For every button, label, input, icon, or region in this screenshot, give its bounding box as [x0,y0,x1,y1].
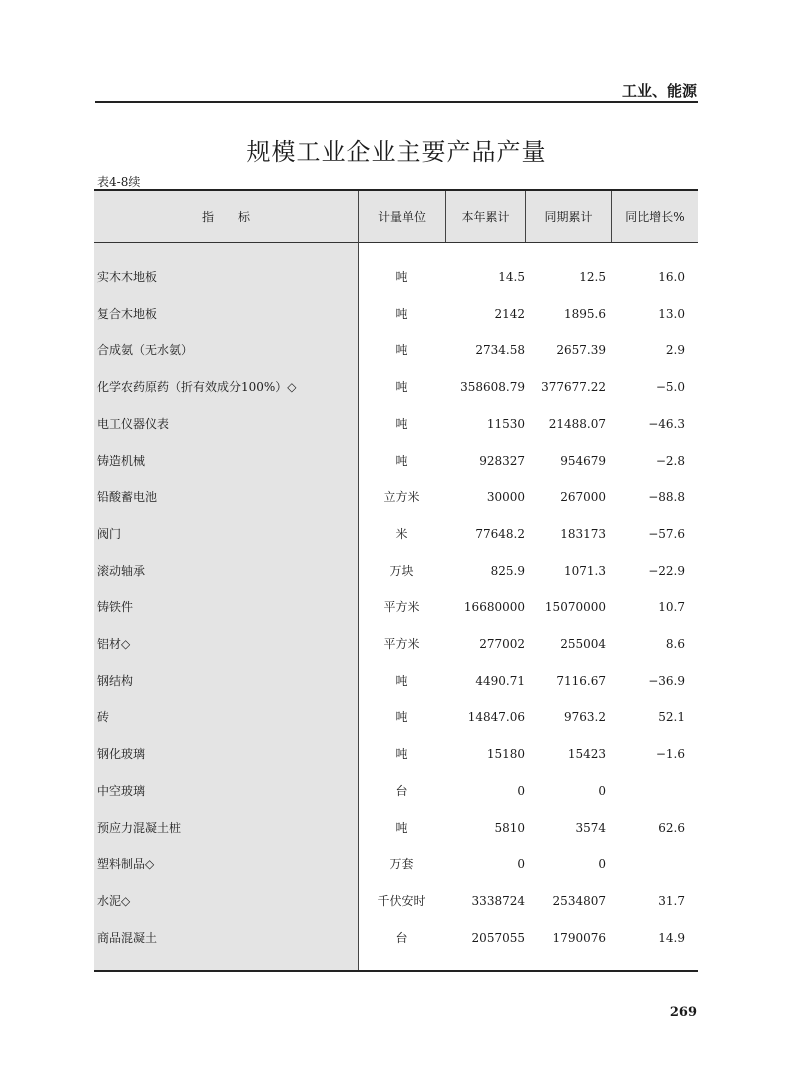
row-unit: 吨 [395,416,408,431]
row-unit: 台 [395,783,408,798]
row-growth: −46.3 [648,416,685,431]
row-current: 14.5 [498,270,525,284]
row-growth: 14.9 [658,930,685,945]
row-growth: 2.9 [665,343,685,358]
row-unit: 千伏安时 [377,893,426,908]
row-previous: 2657.39 [556,343,606,358]
row-name: 化学农药原药（折有效成分100%）◇ [97,380,297,395]
row-previous: 21488.07 [548,416,606,431]
row-current: 2142 [494,306,525,321]
table-row [94,267,698,287]
row-current: 77648.2 [475,526,525,541]
row-growth: 62.6 [658,820,685,835]
row-unit: 吨 [395,270,408,284]
row-growth: −1.6 [655,747,685,762]
row-current: 277002 [479,637,525,651]
row-name: 钢化玻璃 [97,747,146,762]
table-row [94,854,698,874]
row-name: 电工仪器仪表 [97,416,170,431]
row-current: 928327 [479,453,525,468]
row-name: 铅酸蓄电池 [97,490,158,505]
row-previous: 377677.22 [541,380,606,395]
data-table [94,189,698,972]
row-previous: 1790076 [552,930,606,945]
table-row [94,818,698,838]
row-unit: 吨 [395,747,408,762]
row-current: 16680000 [463,600,525,615]
row-name: 商品混凝土 [97,930,158,945]
page-number: 269 [669,1005,697,1020]
row-unit: 吨 [395,820,408,835]
row-unit: 平方米 [383,600,420,615]
row-previous: 0 [598,783,606,798]
table-row [94,744,698,764]
row-name: 砖 [97,710,110,725]
row-current: 2734.58 [475,343,525,358]
table-row [94,707,698,727]
header-indicator: 指 标 [201,210,250,224]
header-previous: 同期累计 [544,210,593,224]
row-unit: 万套 [389,857,414,872]
row-unit: 吨 [395,710,408,725]
row-previous: 12.5 [579,270,606,284]
row-name: 水泥◇ [97,893,131,908]
row-previous: 954679 [560,453,606,468]
row-unit: 吨 [395,306,408,321]
row-growth: −5.0 [655,380,685,395]
row-growth: 13.0 [658,306,685,321]
row-current: 15180 [486,747,525,762]
section-title: 工业、能源 [621,82,697,100]
table-row [94,891,698,911]
row-name: 合成氨（无水氨） [97,343,194,358]
row-previous: 183173 [560,526,606,541]
row-previous: 267000 [560,490,606,505]
header-unit: 计量单位 [377,210,426,224]
row-previous: 15070000 [544,600,606,615]
row-unit: 万块 [389,563,414,578]
table-row [94,781,698,801]
row-name: 塑料制品◇ [97,857,155,872]
row-current: 4490.71 [475,673,525,688]
row-growth: 10.7 [658,600,685,615]
row-previous: 7116.67 [556,673,606,688]
table-row [94,597,698,617]
table-header-rule [94,242,698,243]
row-current: 825.9 [490,563,525,578]
row-previous: 3574 [575,820,606,835]
row-name: 预应力混凝土桩 [97,820,182,835]
header-current: 本年累计 [461,210,510,224]
table-row [94,304,698,324]
table-row [94,340,698,360]
row-previous: 1071.3 [564,563,606,578]
page-title: 规模工业企业主要产品产量 [246,138,547,166]
row-current: 0 [517,783,525,798]
row-name: 铸造机械 [97,453,146,468]
row-growth: 52.1 [658,710,685,725]
row-growth: −57.6 [648,526,685,541]
row-unit: 立方米 [383,490,420,505]
row-unit: 米 [395,526,408,541]
row-current: 3338724 [471,893,525,908]
table-row [94,451,698,471]
row-unit: 吨 [395,673,408,688]
row-previous: 255004 [560,637,606,651]
row-current: 5810 [494,820,525,835]
row-growth: −22.9 [648,563,685,578]
table-row [94,671,698,691]
row-growth: −36.9 [648,673,685,688]
row-previous: 9763.2 [564,710,606,725]
table-bottom-rule [94,970,698,972]
row-growth: 16.0 [658,270,685,284]
row-current: 30000 [486,490,525,505]
row-name: 阀门 [97,526,122,541]
row-name: 铸铁件 [97,600,134,615]
row-unit: 吨 [395,380,408,395]
table-row [94,561,698,581]
row-growth: −88.8 [648,490,685,505]
row-name: 实木木地板 [97,270,158,284]
row-unit: 吨 [395,343,408,358]
row-current: 11530 [486,416,525,431]
header-growth: 同比增长% [625,210,685,224]
row-current: 358608.79 [460,380,525,395]
row-growth: 8.6 [665,637,685,651]
table-row [94,928,698,948]
row-name: 铝材◇ [97,637,131,651]
row-previous: 0 [598,857,606,872]
row-unit: 平方米 [383,637,420,651]
row-current: 0 [517,857,525,872]
row-unit: 吨 [395,453,408,468]
row-previous: 1895.6 [564,306,606,321]
row-name: 滚动轴承 [97,563,146,578]
table-label: 表4-8续 [97,175,141,189]
table-row [94,634,698,654]
row-previous: 2534807 [552,893,606,908]
table-row [94,524,698,544]
row-previous: 15423 [567,747,606,762]
row-name: 复合木地板 [97,306,158,321]
row-current: 14847.06 [467,710,525,725]
row-growth: 31.7 [658,893,685,908]
row-growth: −2.8 [655,453,685,468]
row-unit: 台 [395,930,408,945]
table-row [94,487,698,507]
table-row [94,377,698,397]
row-current: 2057055 [471,930,525,945]
row-name: 中空玻璃 [97,783,146,798]
header-rule [95,101,698,103]
row-name: 钢结构 [97,673,134,688]
table-row [94,414,698,434]
